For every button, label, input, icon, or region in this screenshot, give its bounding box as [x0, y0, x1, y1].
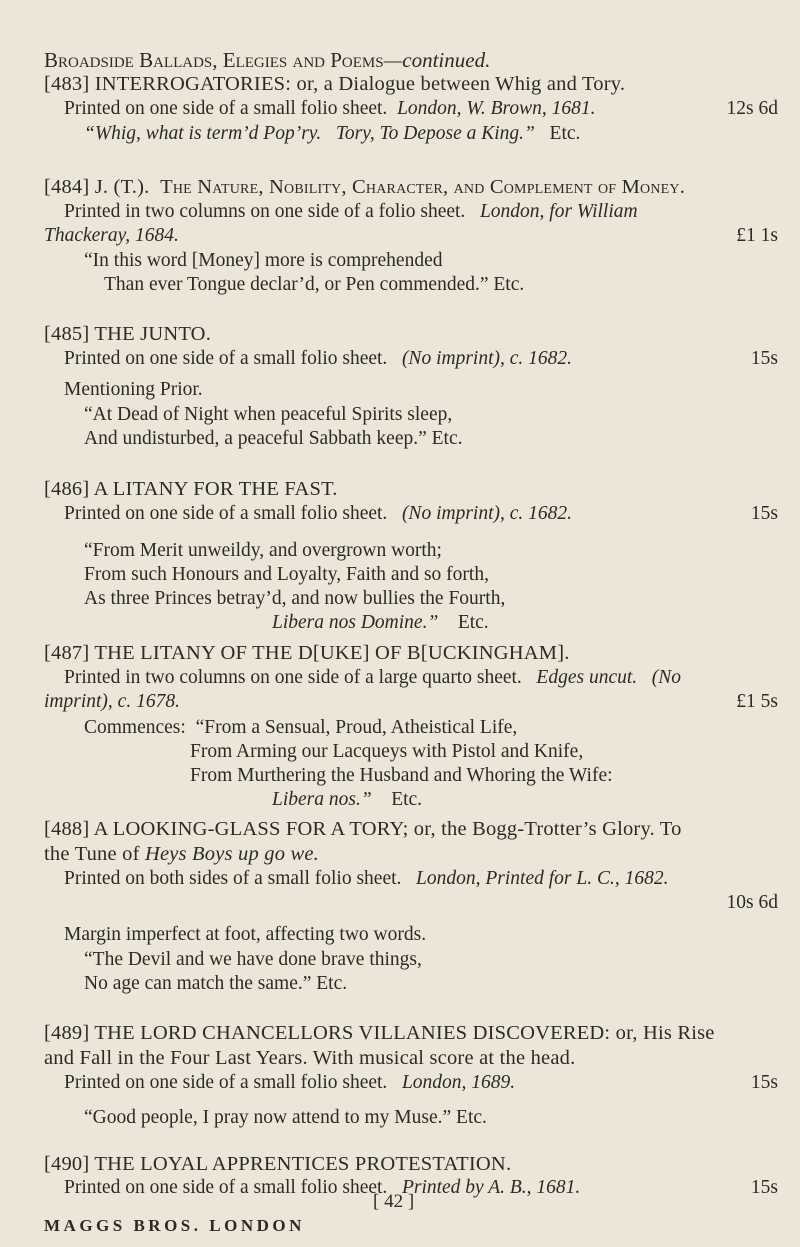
- entry-quote-line: “In this word [Money] more is comprehended: [84, 250, 443, 271]
- entry-title: A LOOKING-GLASS FOR A TORY; or, the Bogg-Trotter’s Glory. To: [93, 818, 682, 840]
- entry-quote-line: “At Dead of Night when peaceful Spirits sleep,: [84, 404, 453, 425]
- entry-price: 15s: [750, 503, 778, 524]
- page-number: [ 42 ]: [373, 1191, 415, 1212]
- entry-title: A LITANY FOR THE FAST.: [93, 478, 338, 500]
- entry-commences: Commences:: [84, 717, 186, 738]
- entry-number: [488]: [44, 818, 90, 840]
- entry-edges: Edges uncut.: [536, 667, 638, 688]
- entry-heading: [44, 1021, 715, 1045]
- entry-description: Printed on one side of a small folio sheet. London, 1689.: [64, 1072, 516, 1093]
- entry-title: THE JUNTO.: [94, 323, 212, 345]
- entry-number: [486]: [44, 478, 90, 500]
- entry-quote-line: Than ever Tongue declar’d, or Pen commended.” Etc.: [104, 274, 525, 295]
- entry-imprint: London, 1689.: [401, 1072, 516, 1093]
- entry-title: THE LOYAL APPRENTICES PROTESTATION.: [94, 1153, 512, 1175]
- entry-description: Printed in two columns on one side of a folio sheet. London, for William: [64, 201, 638, 222]
- entry-heading: [44, 477, 338, 501]
- entry-note: Margin imperfect at foot, affecting two words.: [64, 924, 427, 945]
- entry-price: 12s 6d: [726, 98, 778, 119]
- entry-heading: [44, 641, 570, 665]
- header-suffix: —continued.: [383, 48, 491, 72]
- entry-price: 15s: [750, 348, 778, 369]
- entry-description: Printed on one side of a small folio sheet. London, W. Brown, 1681.: [64, 98, 596, 119]
- entry-quote-line: And undisturbed, a peaceful Sabbath keep.” Etc.: [84, 428, 463, 449]
- entry-title: The Nature, Nobility, Character, and Complement of Money.: [160, 176, 686, 198]
- entry-heading: [44, 175, 685, 199]
- entry-author: J. (T.).: [94, 176, 150, 198]
- entry-quote-line: Libera nos Domine.” Etc.: [272, 612, 489, 633]
- entry-price: 15s: [750, 1072, 778, 1093]
- entry-number: [489]: [44, 1022, 90, 1044]
- entry-number: [485]: [44, 323, 90, 345]
- entry-quote-line: Commences: “From a Sensual, Proud, Atheistical Life,: [84, 717, 518, 738]
- entry-number: [484]: [44, 176, 90, 198]
- entry-quote-line: From Arming our Lacqueys with Pistol and Knife,: [190, 741, 584, 762]
- entry-description: Printed on one side of a small folio sheet. Printed by A. B., 1681.: [64, 1177, 581, 1198]
- entry-imprint: Printed by A. B., 1681.: [401, 1177, 581, 1198]
- entry-description: Printed on both sides of a small folio sheet. London, Printed for L. C., 1682.: [64, 868, 669, 889]
- entry-number: [483]: [44, 73, 90, 95]
- entry-number: [487]: [44, 642, 90, 664]
- entry-quote-line: “From Merit unweildy, and overgrown worth;: [84, 540, 442, 561]
- entry-price: £1 5s: [736, 691, 778, 712]
- entry-note: Mentioning Prior.: [64, 379, 203, 400]
- entry-quote-line: “The Devil and we have done brave things,: [84, 949, 422, 970]
- entry-imprint: (No imprint), c. 1682.: [401, 503, 573, 524]
- publisher-imprint: MAGGS BROS. LONDON: [44, 1216, 305, 1235]
- entry-title: THE LORD CHANCELLORS VILLANIES DISCOVERED: or, His Rise: [94, 1022, 715, 1044]
- entry-description: Printed on one side of a small folio sheet. (No imprint), c. 1682.: [64, 503, 573, 524]
- entry-imprint: London, for William: [479, 201, 638, 222]
- entry-quote-line: No age can match the same.” Etc.: [84, 973, 348, 994]
- entry-imprint: London, W. Brown, 1681.: [397, 98, 596, 119]
- entry-title-cont: the Tune of Heys Boys up go we.: [44, 843, 319, 865]
- entry-heading: [44, 322, 211, 346]
- entry-heading: [44, 1152, 511, 1176]
- entry-quote-line: “Good people, I pray now attend to my Muse.” Etc.: [84, 1107, 487, 1128]
- entry-imprint: (No imprint), c. 1682.: [401, 348, 573, 369]
- entry-imprint: (No: [651, 667, 682, 688]
- entry-heading: [44, 72, 625, 96]
- header-title: Broadside Ballads, Elegies and Poems: [44, 48, 384, 72]
- entry-quote-line: As three Princes betray’d, and now bullies the Fourth,: [84, 588, 506, 609]
- entry-quote-line: Libera nos.” Etc.: [272, 789, 423, 810]
- entry-title-cont: and Fall in the Four Last Years. With musical score at the head.: [44, 1047, 576, 1069]
- entry-quote-line: From such Honours and Loyalty, Faith and so forth,: [84, 564, 489, 585]
- entry-imprint-cont: Thackeray, 1684.: [44, 225, 179, 246]
- entry-number: [490]: [44, 1153, 90, 1175]
- entry-quote: “Whig, what is term’d Pop’ry. Tory, To Depose a King.” Etc.: [84, 123, 581, 144]
- entry-price: 15s: [750, 1177, 778, 1198]
- running-header: [44, 48, 490, 72]
- entry-imprint-cont: imprint), c. 1678.: [44, 691, 180, 712]
- entry-price: 10s 6d: [726, 892, 778, 913]
- entry-quote-line: From Murthering the Husband and Whoring the Wife:: [190, 765, 613, 786]
- entry-description: Printed on one side of a small folio sheet. (No imprint), c. 1682.: [64, 348, 573, 369]
- entry-imprint: London, Printed for L. C., 1682.: [416, 868, 669, 889]
- entry-description: Printed in two columns on one side of a large quarto sheet. Edges uncut. (No: [64, 667, 682, 688]
- entry-heading: [44, 817, 682, 841]
- entry-title: INTERROGATORIES: or, a Dialogue between Whig and Tory.: [94, 73, 626, 95]
- entry-price: £1 1s: [736, 225, 778, 246]
- entry-title: THE LITANY OF THE D[UKE] OF B[UCKINGHAM].: [94, 642, 570, 664]
